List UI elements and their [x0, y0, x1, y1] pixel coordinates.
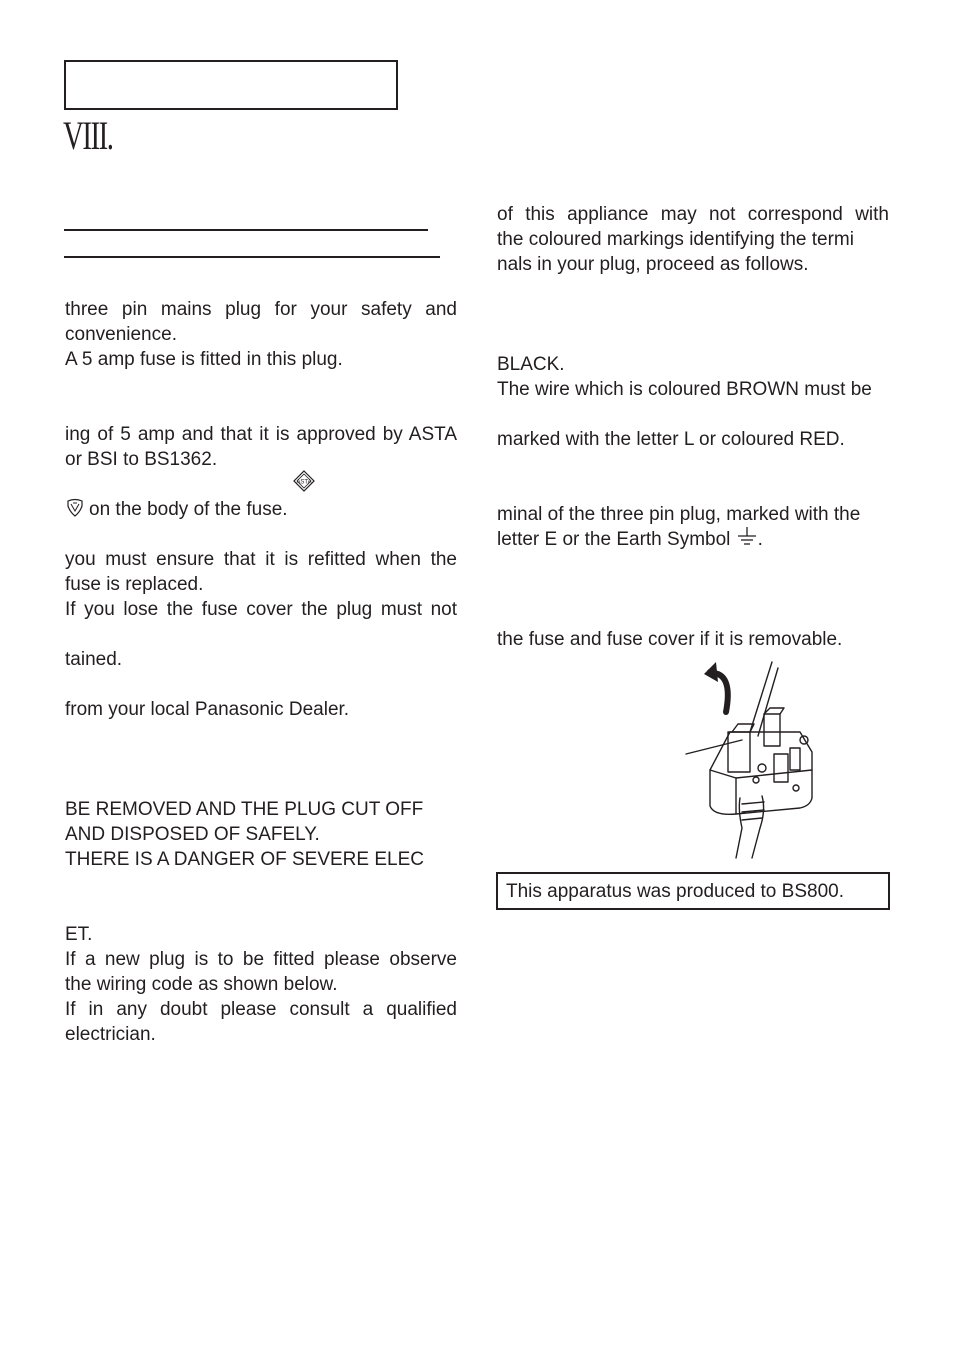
doubt-line1: If in any doubt please consult a qualified: [65, 999, 457, 1020]
warning-line2: AND DISPOSED OF SAFELY.: [65, 824, 320, 845]
warning-line1: BE REMOVED AND THE PLUG CUT OFF: [65, 799, 424, 820]
intro-line3: nals in your plug, proceed as follows.: [497, 254, 809, 275]
para1-line1: three pin mains plug for your safety and: [65, 299, 457, 320]
para3-line4: tained.: [65, 649, 123, 670]
earth-line1: minal of the three pin plug, marked with the: [497, 504, 861, 525]
earth-line2-end: .: [757, 529, 763, 550]
wiring-line1: If a new plug is to be fitted please observe: [65, 949, 457, 970]
warning-line3: THERE IS A DANGER OF SEVERE ELEC: [65, 849, 424, 870]
para2-line3: on the body of the fuse.: [89, 499, 288, 520]
intro-line1: of this appliance may not correspond with: [497, 204, 889, 225]
para3-line1: you must ensure that it is refitted when the: [65, 549, 457, 570]
earth-symbol-icon: [736, 526, 758, 548]
standards-note: This apparatus was produced to BS800.: [506, 881, 844, 902]
para3-line5: from your local Panasonic Dealer.: [65, 699, 350, 720]
earth-line2-wrap: [497, 527, 889, 552]
section-numeral: VIII.: [63, 113, 113, 158]
wiring-line2: the wiring code as shown below.: [65, 974, 338, 995]
black-line: BLACK.: [497, 354, 565, 375]
brown-line2: marked with the letter L or coloured RED.: [497, 429, 845, 450]
para3-line3: If you lose the fuse cover the plug must not: [65, 599, 457, 620]
para3-line2: fuse is replaced.: [65, 574, 204, 595]
heading-rule-2: [64, 256, 440, 258]
svg-text:ASTA: ASTA: [296, 479, 312, 486]
asta-diamond-icon: [293, 470, 315, 492]
intro-line2: the coloured markings identifying the termi: [497, 229, 854, 250]
earth-line2: letter E or the Earth Symbol: [497, 529, 731, 550]
bsi-kitemark-icon: [65, 498, 85, 518]
fuse-line: the fuse and fuse cover if it is removable.: [497, 629, 843, 650]
para1-line3: A 5 amp fuse is fitted in this plug.: [65, 349, 343, 370]
para2-line3-wrap: [65, 497, 457, 522]
section-title-box: [64, 60, 398, 110]
brown-line1: The wire which is coloured BROWN must be: [497, 379, 872, 400]
para2-line2: or BSI to BS1362.: [65, 449, 218, 470]
para2-line1: ing of 5 amp and that it is approved by ASTA: [65, 424, 457, 445]
warning-line4: ET.: [65, 924, 93, 945]
doubt-line2: electrician.: [65, 1024, 156, 1045]
plug-fuse-removal-illustration: [680, 660, 825, 860]
para1-line2: convenience.: [65, 324, 177, 345]
standards-note-box: [496, 872, 890, 910]
heading-rule-1: [64, 229, 428, 231]
